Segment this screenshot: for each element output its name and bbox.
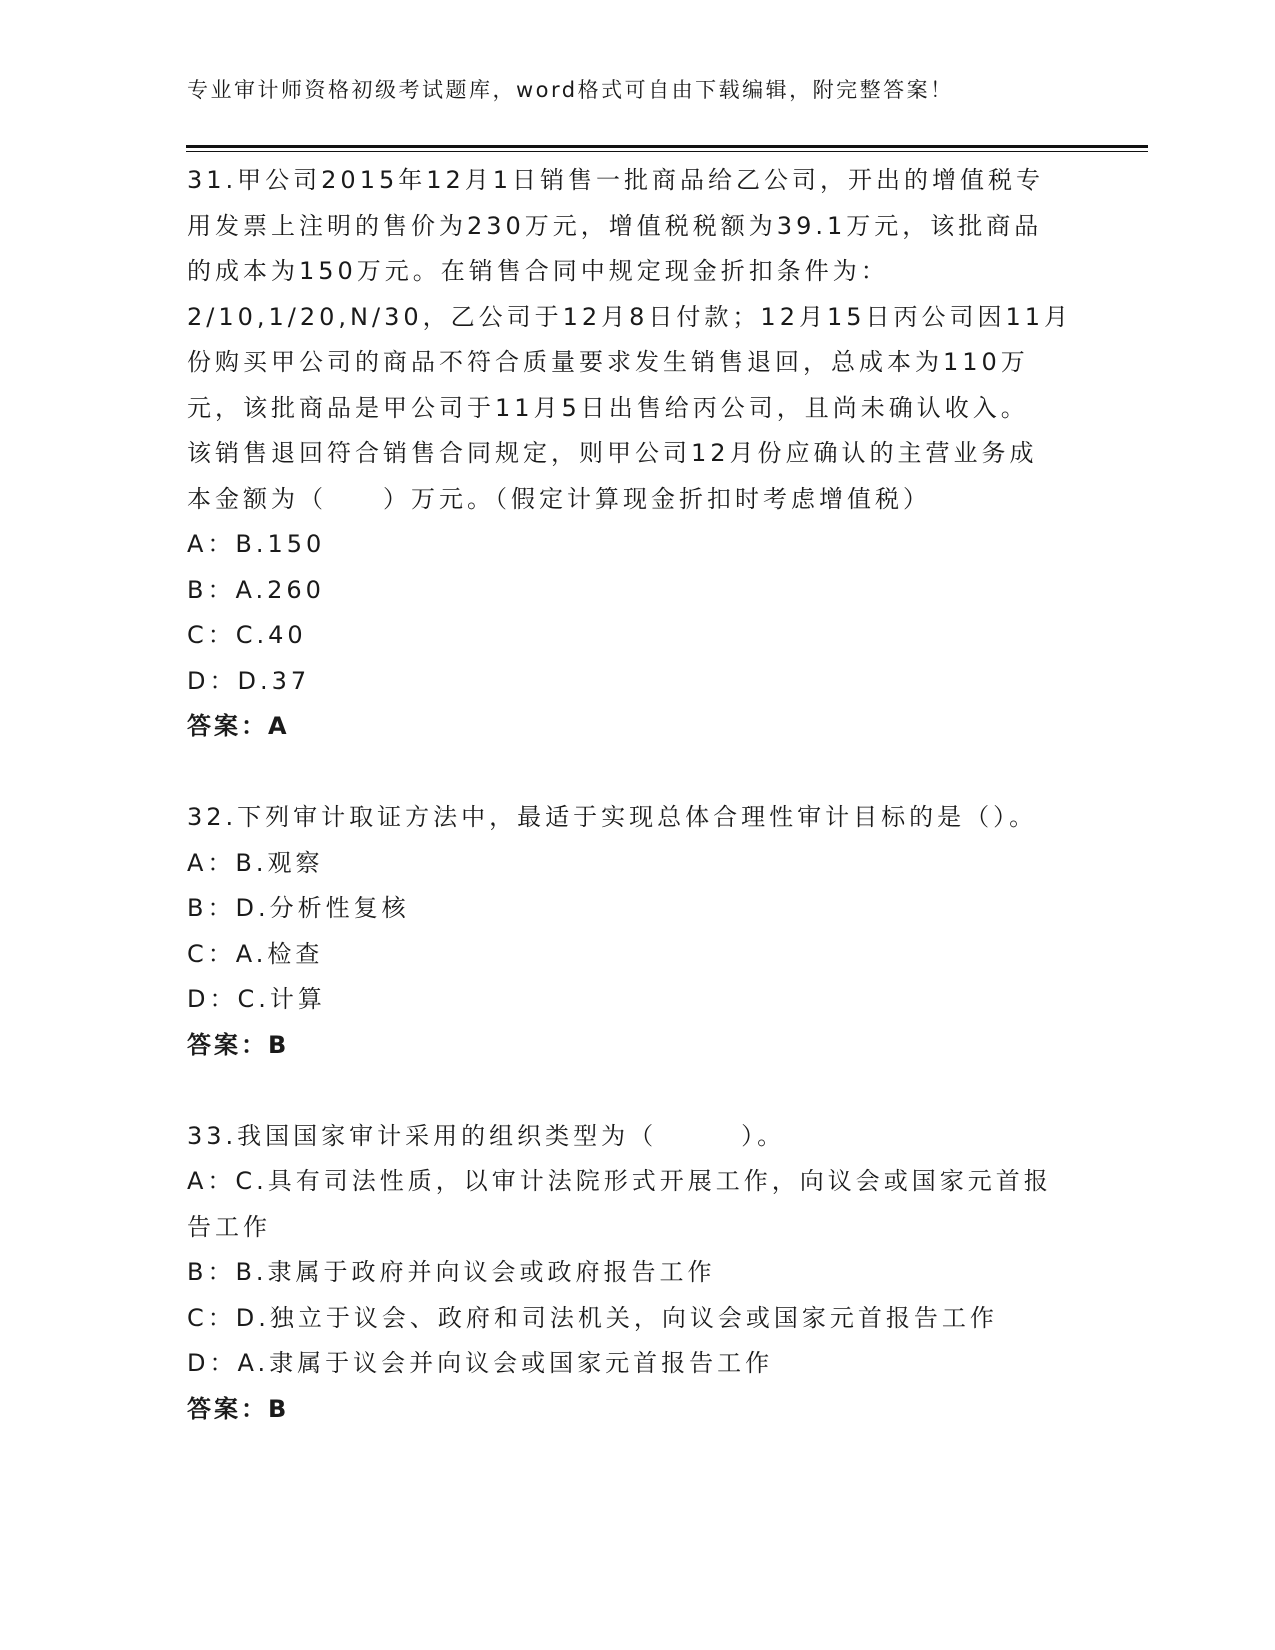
option-c: C：D.独立于议会、政府和司法机关，向议会或国家元首报告工作 xyxy=(187,1303,998,1332)
stem-line: 33.我国国家审计采用的组织类型为（ ）。 xyxy=(187,1121,786,1150)
stem-line: 本金额为（ ）万元。（假定计算现金折扣时考虑增值税） xyxy=(187,484,931,513)
option-c: C：C.40 xyxy=(187,621,307,649)
question-spacer xyxy=(187,750,1087,796)
option-a: A：B.观察 xyxy=(187,848,324,877)
question-stem xyxy=(187,795,1087,841)
stem-line: 的成本为150万元。在销售合同中规定现金折扣条件为： xyxy=(187,257,889,285)
option-a-continued: 告工作 xyxy=(187,1212,271,1241)
answer: 答案：A xyxy=(187,712,290,740)
answer: 答案：B xyxy=(187,1394,290,1423)
answer: 答案：B xyxy=(187,1030,290,1059)
stem-line: 该销售退回符合销售合同规定，则甲公司12月份应确认的主营业务成 xyxy=(187,439,1038,467)
question-stem xyxy=(187,1114,1087,1160)
question-32 xyxy=(187,795,1087,1068)
option-a: A：B.150 xyxy=(187,530,326,558)
stem-line: 31.甲公司2015年12月1日销售一批商品给乙公司，开出的增值税专 xyxy=(187,166,1045,194)
question-spacer xyxy=(187,1068,1087,1114)
option-b: B：A.260 xyxy=(187,575,325,604)
option-d: D：C.计算 xyxy=(187,985,326,1013)
option-a: A：C.具有司法性质，以审计法院形式开展工作，向议会或国家元首报 xyxy=(187,1167,1052,1195)
stem-line: 2/10,1/20,N/30，乙公司于12月8日付款；12月15日丙公司因11月 xyxy=(187,302,1073,331)
stem-line: 元，该批商品是甲公司于11月5日出售给丙公司，且尚未确认收入。 xyxy=(187,393,1029,422)
header-rule-thick xyxy=(186,145,1148,148)
page-header: 专业审计师资格初级考试题库，word格式可自由下载编辑，附完整答案！ xyxy=(187,78,954,102)
option-d: D：D.37 xyxy=(187,666,311,695)
stem-line: 用发票上注明的售价为230万元，增值税税额为39.1万元，该批商品 xyxy=(187,211,1043,240)
option-c: C：A.检查 xyxy=(187,939,324,968)
question-33 xyxy=(187,1114,1087,1433)
question-31 xyxy=(187,158,1087,750)
question-list xyxy=(187,158,1087,1432)
option-d: D：A.隶属于议会并向议会或国家元首报告工作 xyxy=(187,1349,774,1377)
question-stem xyxy=(187,158,1087,522)
option-b: B：D.分析性复核 xyxy=(187,894,410,922)
option-b: B：B.隶属于政府并向议会或政府报告工作 xyxy=(187,1258,716,1286)
stem-line: 32.下列审计取证方法中，最适于实现总体合理性审计目标的是（）。 xyxy=(187,803,1038,831)
stem-line: 份购买甲公司的商品不符合质量要求发生销售退回，总成本为110万 xyxy=(187,348,1029,376)
header-rule-thin xyxy=(186,151,1148,152)
